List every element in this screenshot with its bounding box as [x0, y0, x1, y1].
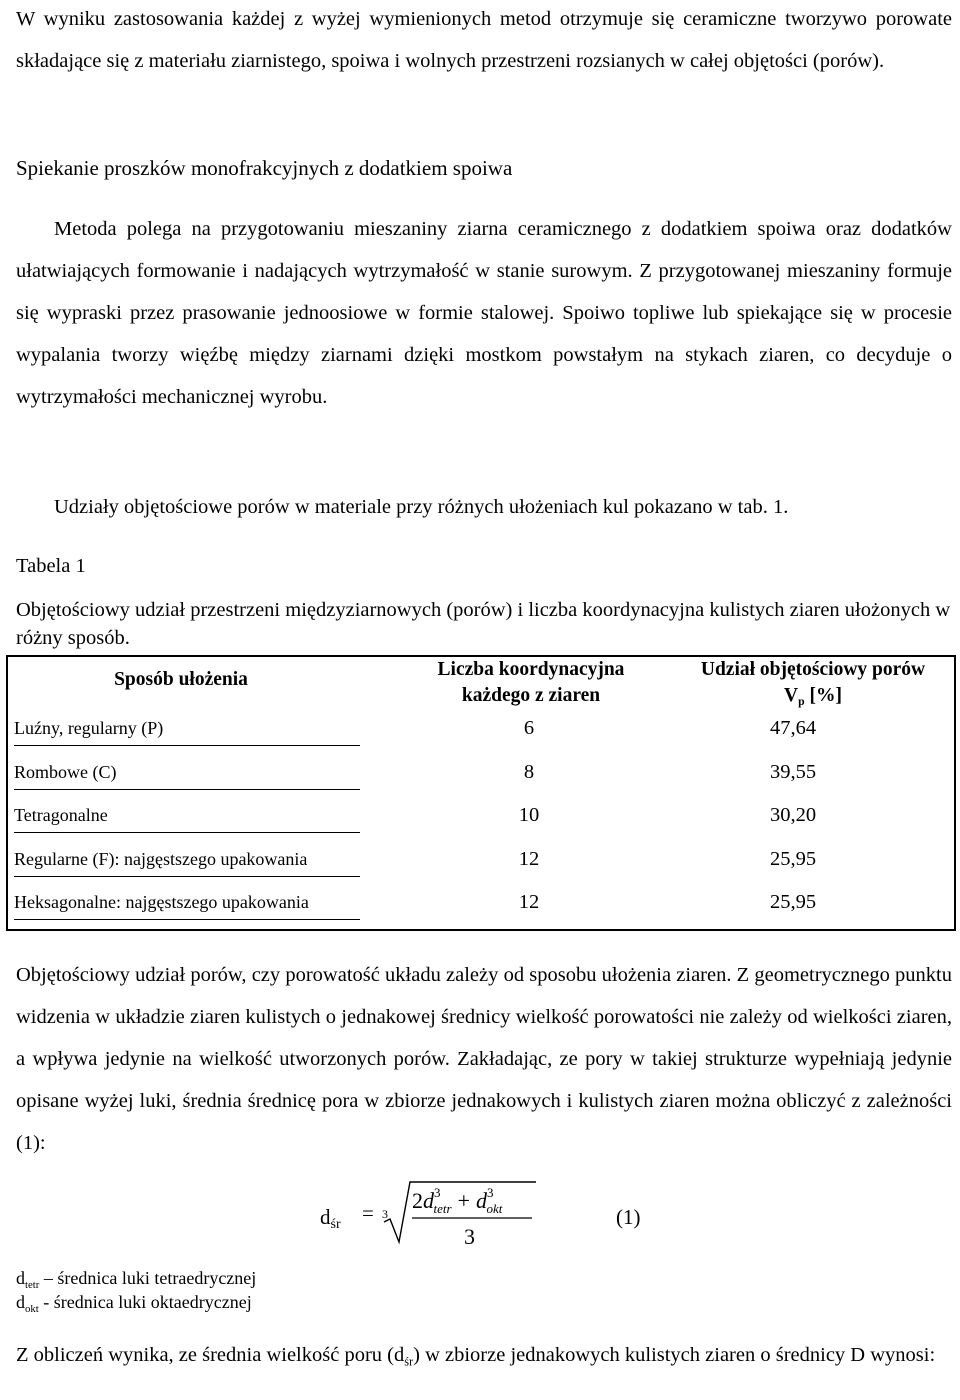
header-pore-share: [668, 657, 958, 709]
header-pore-symbol: $V_p$ [%]: [784, 685, 842, 709]
row-coordination: 8: [523, 761, 535, 783]
row-coordination: 12: [518, 891, 540, 913]
row-pore-share: 25,95: [769, 891, 817, 913]
row-coordination: 12: [518, 848, 540, 870]
row-arrangement: Tetragonalne: [14, 798, 360, 833]
porosity-text: Objętościowy udział porów, czy porowatość układu zależy od sposobu ułożenia ziaren. Z geometrycznego punktu widzenia w układzie ziaren kulistych o jednakowej średnicy wielkość porowatości nie zależy od wielkości ziaren, a wpływa jedynie na wielkość utworzonych porów. Zakładając, ze pory w takiej strukturze wypełniają jedynie opisane wyżej luki, średnia średnicę pora w zbiorze jednakowych i kulistych ziaren można obliczyć z zależności (1):: [16, 964, 952, 1154]
formula-denominator: 3: [464, 1224, 475, 1249]
table-header: [8, 657, 954, 711]
table-row: [8, 798, 954, 842]
header-arrangement: Sposób ułożenia: [114, 669, 248, 690]
formula-1: [316, 1172, 696, 1252]
legend-tetr: $d_{tetr}$ – średnica luki tetraedrycznej: [16, 1268, 257, 1291]
formula-lhs: dśr: [320, 1205, 341, 1232]
row-arrangement: Heksagonalne: najgęstszego upakowania: [14, 885, 360, 920]
formula-svg: [316, 1172, 696, 1252]
row-pore-share: 30,20: [769, 804, 817, 826]
header-pore-share-line1: Udział objętościowy porów: [700, 659, 926, 680]
header-coordination-line1: Liczba koordynacyjna: [437, 659, 625, 680]
final-text-after: ) w zbiorze jednakowych kulistych ziaren o średnicy D wynosi:: [413, 1344, 936, 1366]
table-row: [8, 885, 954, 929]
section-body-text: Metoda polega na przygotowaniu mieszaniny ziarna ceramicznego z dodatkiem spoiwa oraz dodatków ułatwiających formowanie i nadających wytrzymałość w stanie surowym. Z przygotowanej mieszaniny formuje się wypraski przez prasowanie jednoosiowe w formie stalowej. Spoiwo topliwe lub spiekające się w procesie wypalania tworzy więźbę między ziarnami dzięki mostkom powstałym na stykach ziaren, co decyduje o wytrzymałości mechanicznej wyrobu.: [16, 218, 952, 408]
table-caption: Objętościowy udział przestrzeni międzyziarnowych (porów) i liczba koordynacyjna kulistych ziaren ułożonych w różny sposób.: [16, 599, 951, 649]
row-coordination: 6: [523, 717, 535, 739]
section-heading: Spiekanie proszków monofrakcyjnych z dodatkiem spoiwa: [16, 156, 513, 180]
table-row: [8, 711, 954, 755]
table-label: Tabela 1: [16, 555, 86, 577]
porosity-paragraph: [16, 954, 952, 1164]
row-arrangement: Rombowe (C): [14, 755, 360, 790]
row-pore-share: 47,64: [769, 717, 817, 739]
formula-number: (1): [616, 1205, 641, 1229]
legend-okt: $d_{okt}$ - średnica luki oktaedrycznej: [16, 1292, 252, 1315]
section-body-paragraph: [16, 208, 952, 418]
row-pore-share: 25,95: [769, 848, 817, 870]
final-text-before: Z obliczeń wynika, ze średnia wielkość poru (d: [16, 1344, 405, 1366]
formula-numerator: $2d^3$ tetr + $d^3$ okt: [412, 1185, 503, 1216]
row-pore-share: 39,55: [769, 761, 817, 783]
row-coordination: 10: [518, 804, 540, 826]
final-paragraph: [16, 1340, 952, 1370]
table-row: [8, 842, 954, 886]
table-reference: Udziały objętościowe porów w materiale przy różnych ułożeniach kul pokazano w tab. 1.: [54, 496, 789, 518]
row-arrangement: Luźny, regularny (P): [14, 711, 360, 746]
pore-table: [6, 655, 956, 931]
intro-text: W wyniku zastosowania każdej z wyżej wymienionych metod otrzymuje się ceramiczne tworzywo porowate składające się z materiału ziarnistego, spoiwa i wolnych przestrzeni rozsianych w całej objętości (porów).: [16, 8, 952, 72]
header-coordination-line2: każdego z ziaren: [461, 685, 601, 706]
formula-root-index: 3: [382, 1207, 388, 1221]
table-row: [8, 755, 954, 799]
formula-equals: =: [362, 1201, 374, 1225]
header-coordination: [388, 657, 674, 709]
final-sub: śr: [404, 1354, 414, 1369]
row-arrangement: Regularne (F): najgęstszego upakowania: [14, 842, 360, 877]
intro-paragraph: [16, 0, 952, 82]
